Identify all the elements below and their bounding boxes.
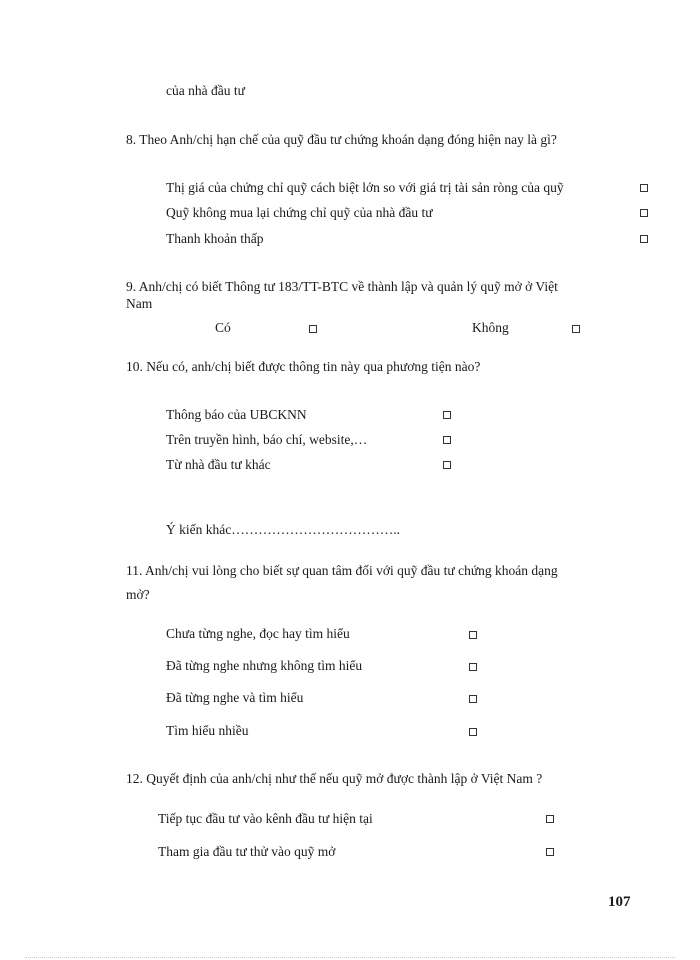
q11-option-2-checkbox[interactable] bbox=[469, 663, 477, 671]
question-11-line-2: mở? bbox=[126, 587, 150, 602]
q9-yes-label: Có bbox=[215, 320, 231, 335]
q10-option-2-label: Trên truyền hình, báo chí, website,… bbox=[166, 432, 368, 447]
q10-option-2-checkbox[interactable] bbox=[443, 436, 451, 444]
q11-option-3-checkbox[interactable] bbox=[469, 695, 477, 703]
question-11-line-1: 11. Anh/chị vui lòng cho biết sự quan tâm đối với quỹ đầu tư chứng khoán dạng bbox=[126, 563, 558, 578]
question-10: 10. Nếu có, anh/chị biết được thông tin này qua phương tiện nào? bbox=[126, 359, 481, 374]
question-12: 12. Quyết định của anh/chị như thế nếu quỹ mở được thành lập ở Việt Nam ? bbox=[126, 771, 543, 786]
q11-option-3-label: Đã từng nghe và tìm hiểu bbox=[166, 690, 304, 705]
q11-option-4-label: Tìm hiểu nhiều bbox=[166, 723, 249, 738]
q8-option-1-label: Thị giá của chứng chỉ quỹ cách biệt lớn so với giá trị tài sản ròng của quỹ bbox=[166, 180, 564, 195]
q10-other-opinion: Ý kiến khác……………………………….. bbox=[166, 522, 400, 537]
q10-option-3-checkbox[interactable] bbox=[443, 461, 451, 469]
q11-option-1-label: Chưa từng nghe, đọc hay tìm hiểu bbox=[166, 626, 350, 641]
q9-no-checkbox[interactable] bbox=[572, 325, 580, 333]
q10-option-3-label: Từ nhà đầu tư khác bbox=[166, 457, 271, 472]
q12-option-2-checkbox[interactable] bbox=[546, 848, 554, 856]
q8-option-1-checkbox[interactable] bbox=[640, 184, 648, 192]
q10-option-1-checkbox[interactable] bbox=[443, 411, 451, 419]
q11-option-4-checkbox[interactable] bbox=[469, 728, 477, 736]
intro-line: của nhà đầu tư bbox=[166, 83, 245, 98]
q9-yes-checkbox[interactable] bbox=[309, 325, 317, 333]
page-bottom-divider bbox=[25, 957, 675, 958]
question-9-line-2: Nam bbox=[126, 296, 153, 311]
question-8: 8. Theo Anh/chị hạn chế của quỹ đầu tư chứng khoán dạng đóng hiện nay là gì? bbox=[126, 132, 557, 147]
q12-option-1-checkbox[interactable] bbox=[546, 815, 554, 823]
q12-option-2-label: Tham gia đầu tư thử vào quỹ mở bbox=[158, 844, 336, 859]
q10-option-1-label: Thông báo của UBCKNN bbox=[166, 407, 307, 422]
q12-option-1-label: Tiếp tục đầu tư vào kênh đầu tư hiện tại bbox=[158, 811, 373, 826]
page-number: 107 bbox=[608, 894, 631, 910]
q9-no-label: Không bbox=[472, 320, 509, 335]
q8-option-3-checkbox[interactable] bbox=[640, 235, 648, 243]
q8-option-3-label: Thanh khoản thấp bbox=[166, 231, 264, 246]
q8-option-2-checkbox[interactable] bbox=[640, 209, 648, 217]
q11-option-1-checkbox[interactable] bbox=[469, 631, 477, 639]
q8-option-2-label: Quỹ không mua lại chứng chỉ quỹ của nhà đầu tư bbox=[166, 205, 433, 220]
question-9-line-1: 9. Anh/chị có biết Thông tư 183/TT-BTC về thành lập và quản lý quỹ mở ở Việt bbox=[126, 279, 558, 294]
q11-option-2-label: Đã từng nghe nhưng không tìm hiểu bbox=[166, 658, 363, 673]
